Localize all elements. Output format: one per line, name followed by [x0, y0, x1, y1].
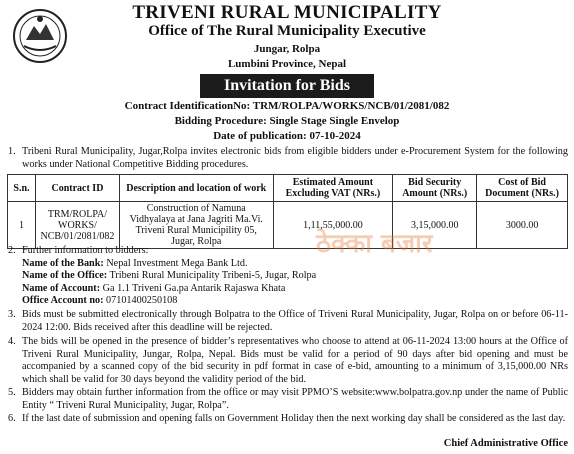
notice-banner: Invitation for Bids — [200, 74, 374, 98]
bank-label: Name of the Bank: — [22, 257, 104, 269]
account-label: Name of Account: — [22, 282, 101, 294]
paragraph-number: 4. — [8, 336, 16, 347]
account-number-row — [22, 295, 568, 308]
signature-line: Chief Administrative Office — [443, 438, 568, 449]
account-number-label: Office Account no: — [22, 295, 104, 306]
column-header: Description and location of work — [119, 175, 273, 202]
column-header: S.n. — [8, 175, 36, 202]
account-number-value: 07101400250108 — [106, 295, 178, 306]
table-header-row — [8, 175, 568, 202]
table-row — [8, 202, 568, 249]
paragraph-number: 1. — [8, 146, 16, 157]
column-header: Contract ID — [35, 175, 119, 202]
further-info-intro: Further information to bidders: — [22, 245, 149, 256]
paragraph-number: 5. — [8, 387, 16, 398]
paragraph-number: 6. — [8, 413, 16, 424]
bank-row — [22, 258, 568, 271]
paragraph-number: 2. — [8, 245, 16, 256]
paragraph-text: Tribeni Rural Municipality, Jugar,Rolpa invites electronic bids from eligible bidders under e-Procurement System for the following works under National Competitive Bidding procedures. — [22, 146, 568, 170]
paragraph-4 — [8, 336, 568, 386]
paragraph-6 — [8, 413, 568, 426]
municipality-title: TRIVENI RURAL MUNICIPALITY — [132, 2, 442, 23]
works-table — [7, 174, 568, 249]
paragraph-3 — [8, 309, 568, 334]
table-cell: 3000.00 — [477, 202, 568, 249]
bidding-procedure: Bidding Procedure: Single Stage Single Envelop — [174, 115, 400, 127]
paragraph-5 — [8, 387, 568, 412]
office-province: Lumbini Province, Nepal — [227, 58, 347, 70]
table-cell: TRM/ROLPA/ WORKS/ NCB/01/2081/082 — [35, 202, 119, 249]
column-header: Estimated Amount Excluding VAT (NRs.) — [273, 175, 393, 202]
watermark-logo: ठेक्का बजार — [316, 229, 433, 259]
bank-value: Nepal Investment Mega Bank Ltd. — [106, 257, 248, 269]
paragraph-text: Bidders may obtain further information from the office or may visit PPMO’S website:www.bolpatra.gov.np under the name of Public Entity “ Triveni Rural Municipality, Jugar, Rolpa”. — [22, 387, 568, 411]
paragraph-2 — [8, 245, 568, 308]
office-label: Name of the Office: — [22, 270, 108, 281]
office-value: Tribeni Rural Municipality Tribeni-5, Jugar, Rolpa — [109, 270, 317, 281]
paragraph-text: If the last date of submission and opening falls on Government Holiday then the next working day shall be considered as the last day. — [22, 413, 566, 424]
paragraph-text: Bids must be submitted electronically through Bolpatra to the Office of Triveni Rural Municipality, Jugar, Rolpa on or before 06-11-2024 12:00. Bids received after this deadline will be rejected. — [22, 309, 568, 333]
account-row — [22, 283, 568, 296]
paragraph-1 — [8, 146, 568, 171]
paragraph-number: 3. — [8, 309, 16, 320]
publication-date: Date of publication: 07-10-2024 — [213, 130, 361, 142]
table-cell: 1 — [8, 202, 36, 249]
paragraph-text: The bids will be opened in the presence of bidder’s representatives who choose to attend at 06-11-2024 13:00 hours at the Office of Triveni Rural Municipality, Jungar, Rolpa, Nepal. Bids must be valid for a period of 90 days after bid opening and must be accompanied by a scanned copy of the bid security in pdf format in case of e-bid, amounting to a minimum of 3,15,000.00 NRs which shall be valid for 30 days beyond the validity period of the bid. — [22, 336, 568, 385]
table-cell: 1,11,55,000.00 — [273, 202, 393, 249]
office-name: Office of The Rural Municipality Executive — [148, 23, 426, 39]
column-header: Bid Security Amount (NRs.) — [393, 175, 477, 202]
office-location: Jungar, Rolpa — [253, 43, 321, 55]
office-row — [22, 270, 568, 283]
table-cell: Construction of Namuna Vidhyalaya at Jana Jagriti Ma.Vi. Triveni Rural Municipility 05, Jugar, Rolpa — [119, 202, 273, 249]
table-cell: 3,15,000.00 — [393, 202, 477, 249]
account-value: Ga 1.1 Triveni Ga.pa Antarik Rajaswa Khata — [102, 282, 286, 294]
column-header: Cost of Bid Document (NRs.) — [477, 175, 568, 202]
contract-identification: Contract IdentificationNo: TRM/ROLPA/WORKS/NCB/01/2081/082 — [124, 100, 450, 112]
